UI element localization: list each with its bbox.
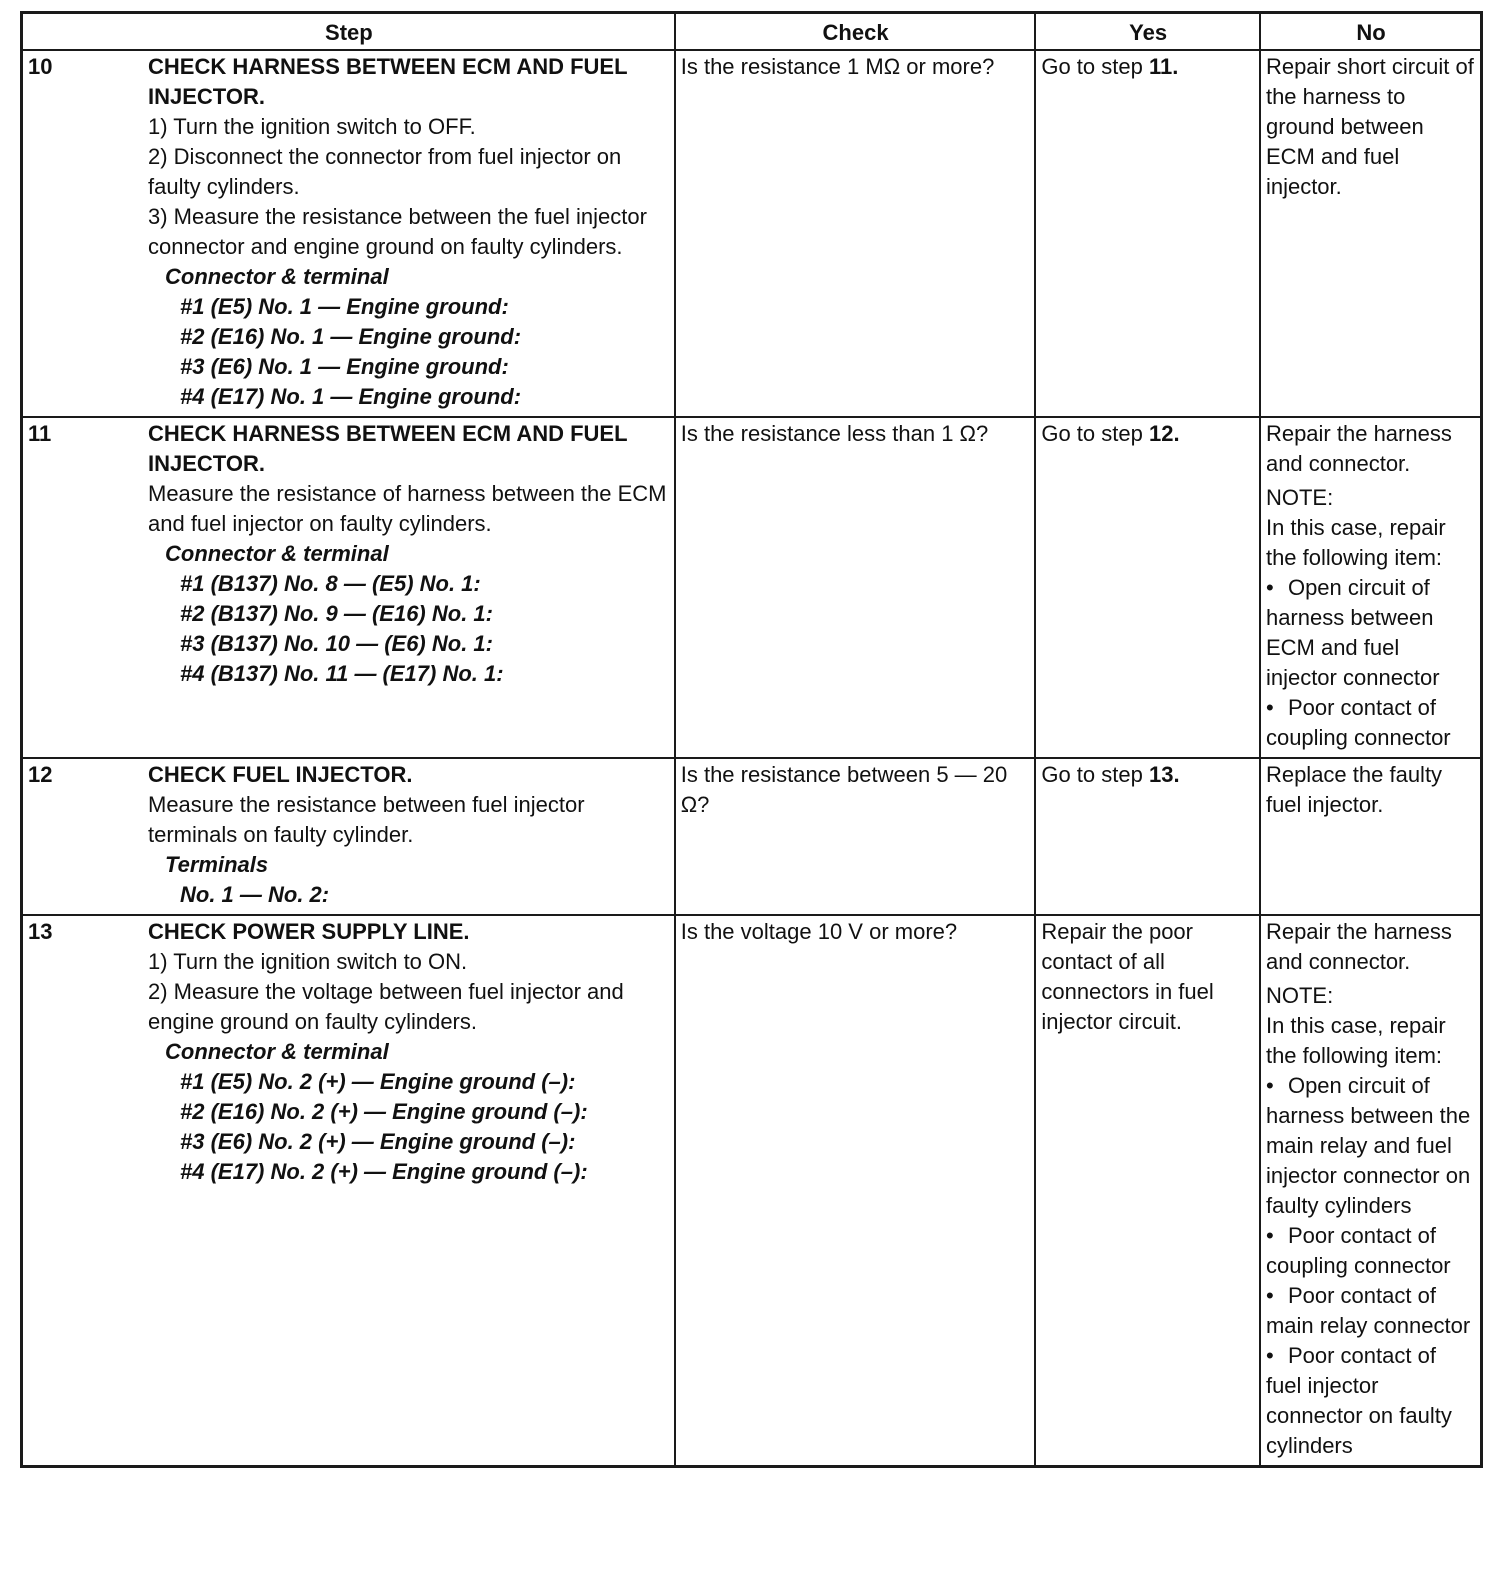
bullet-text: Open circuit of harness between the main relay and fuel injector connector on faulty cylinders <box>1265 1073 1471 1218</box>
step-body <box>148 760 670 910</box>
no-cell <box>1260 50 1482 417</box>
bullet-dot-icon: • <box>1265 695 1274 720</box>
check-cell: Is the resistance 1 MΩ or more? <box>675 50 1036 417</box>
note-bullet <box>1266 1221 1476 1281</box>
no-action: Repair short circuit of the harness to ground between ECM and fuel injector. <box>1265 54 1474 199</box>
bullet-dot-icon: • <box>1265 1343 1274 1368</box>
yes-prefix: Go to step <box>1041 421 1149 446</box>
step-number: 13 <box>28 919 53 944</box>
yes-prefix: Go to step <box>1041 54 1149 79</box>
note-bullet <box>1266 693 1476 753</box>
note-bullet <box>1266 573 1476 693</box>
no-action: Repair the harness and connector. <box>1265 919 1452 974</box>
bullet-text: Poor contact of main relay connector <box>1265 1283 1471 1338</box>
terminal-item: #4 (E17) No. 2 (+) — Engine ground (–): <box>180 1159 588 1184</box>
step-cell <box>22 417 675 758</box>
terminal-item: #1 (B137) No. 8 — (E5) No. 1: <box>180 571 481 596</box>
step-title: CHECK HARNESS BETWEEN ECM AND FUEL INJECTOR. <box>148 421 628 476</box>
table-row <box>22 50 1482 417</box>
terminal-heading: Connector & terminal <box>165 264 389 289</box>
terminal-item: #2 (B137) No. 9 — (E16) No. 1: <box>180 601 493 626</box>
check-cell: Is the resistance less than 1 Ω? <box>675 417 1036 758</box>
step-instruction: 1) Turn the ignition switch to ON. <box>148 949 468 974</box>
step-body <box>148 52 670 412</box>
step-instruction: Measure the resistance between fuel injector terminals on faulty cylinder. <box>148 792 585 847</box>
step-number: 12 <box>28 762 53 787</box>
bullet-text: Poor contact of coupling connector <box>1265 695 1451 750</box>
yes-step-link[interactable]: 11 <box>1148 54 1173 79</box>
yes-cell <box>1035 50 1260 417</box>
terminal-item: #3 (B137) No. 10 — (E6) No. 1: <box>180 631 493 656</box>
diagnostic-table <box>20 11 1483 1468</box>
yes-suffix: . <box>1173 421 1180 446</box>
note-label: NOTE: <box>1265 983 1334 1008</box>
terminal-item: #1 (E5) No. 2 (+) — Engine ground (–): <box>180 1069 576 1094</box>
table-header-row <box>22 13 1482 51</box>
header-no: No <box>1260 13 1482 51</box>
terminal-item: #4 (B137) No. 11 — (E17) No. 1: <box>180 661 504 686</box>
step-body <box>148 917 670 1187</box>
step-number: 10 <box>28 54 53 79</box>
step-instruction: 3) Measure the resistance between the fuel injector connector and engine ground on faulty cylinders. <box>148 204 647 259</box>
note-bullet <box>1266 1341 1476 1461</box>
table-row <box>22 758 1482 915</box>
note-text: In this case, repair the following item: <box>1265 1013 1446 1068</box>
yes-text: Repair the poor contact of all connectors in fuel injector circuit. <box>1041 919 1214 1034</box>
bullet-text: Poor contact of coupling connector <box>1265 1223 1451 1278</box>
terminal-item: #4 (E17) No. 1 — Engine ground: <box>180 384 522 409</box>
yes-cell <box>1035 758 1260 915</box>
no-cell <box>1260 417 1482 758</box>
terminal-item: #1 (E5) No. 1 — Engine ground: <box>180 294 509 319</box>
no-action: Replace the faulty fuel injector. <box>1265 762 1443 817</box>
header-check: Check <box>675 13 1036 51</box>
header-step: Step <box>22 13 675 51</box>
step-title: CHECK FUEL INJECTOR. <box>148 762 413 787</box>
yes-suffix: . <box>1172 54 1179 79</box>
note-bullet <box>1266 1281 1476 1341</box>
yes-prefix: Go to step <box>1041 762 1149 787</box>
step-body <box>148 419 670 689</box>
terminal-item: #2 (E16) No. 2 (+) — Engine ground (–): <box>180 1099 588 1124</box>
note-label: NOTE: <box>1265 485 1334 510</box>
check-cell: Is the voltage 10 V or more? <box>675 915 1036 1467</box>
step-instruction: 2) Disconnect the connector from fuel injector on faulty cylinders. <box>148 144 622 199</box>
step-title: CHECK POWER SUPPLY LINE. <box>148 919 470 944</box>
terminal-item: #3 (E6) No. 1 — Engine ground: <box>180 354 509 379</box>
yes-step-link[interactable]: 12 <box>1148 421 1174 446</box>
yes-suffix: . <box>1173 762 1180 787</box>
no-cell <box>1260 758 1482 915</box>
check-cell: Is the resistance between 5 — 20 Ω? <box>675 758 1036 915</box>
note-bullet <box>1266 1071 1476 1221</box>
bullet-text: Open circuit of harness between ECM and fuel injector connector <box>1265 575 1440 690</box>
header-yes: Yes <box>1035 13 1260 51</box>
yes-step-link[interactable]: 13 <box>1148 762 1174 787</box>
bullet-dot-icon: • <box>1265 1283 1274 1308</box>
terminal-heading: Terminals <box>165 852 269 877</box>
step-instruction: 2) Measure the voltage between fuel injector and engine ground on faulty cylinders. <box>148 979 624 1034</box>
step-instruction: Measure the resistance of harness between the ECM and fuel injector on faulty cylinders. <box>148 481 667 536</box>
step-instruction: 1) Turn the ignition switch to OFF. <box>148 114 476 139</box>
yes-cell <box>1035 915 1260 1467</box>
terminal-item: #2 (E16) No. 1 — Engine ground: <box>180 324 522 349</box>
table-row <box>22 417 1482 758</box>
yes-cell <box>1035 417 1260 758</box>
no-action: Repair the harness and connector. <box>1265 421 1452 476</box>
bullet-dot-icon: • <box>1265 1073 1274 1098</box>
bullet-dot-icon: • <box>1265 1223 1274 1248</box>
note-text: In this case, repair the following item: <box>1265 515 1446 570</box>
table-row <box>22 915 1482 1467</box>
step-title: CHECK HARNESS BETWEEN ECM AND FUEL INJECTOR. <box>148 54 628 109</box>
bullet-dot-icon: • <box>1265 575 1274 600</box>
bullet-text: Poor contact of fuel injector connector on faulty cylinders <box>1265 1343 1452 1458</box>
diagnostic-page <box>20 11 1483 1468</box>
terminal-heading: Connector & terminal <box>165 541 389 566</box>
no-cell <box>1260 915 1482 1467</box>
step-number: 11 <box>28 421 52 446</box>
step-cell <box>22 50 675 417</box>
terminal-item: #3 (E6) No. 2 (+) — Engine ground (–): <box>180 1129 576 1154</box>
step-cell <box>22 758 675 915</box>
terminal-item: No. 1 — No. 2: <box>180 882 330 907</box>
terminal-heading: Connector & terminal <box>165 1039 389 1064</box>
step-cell <box>22 915 675 1467</box>
